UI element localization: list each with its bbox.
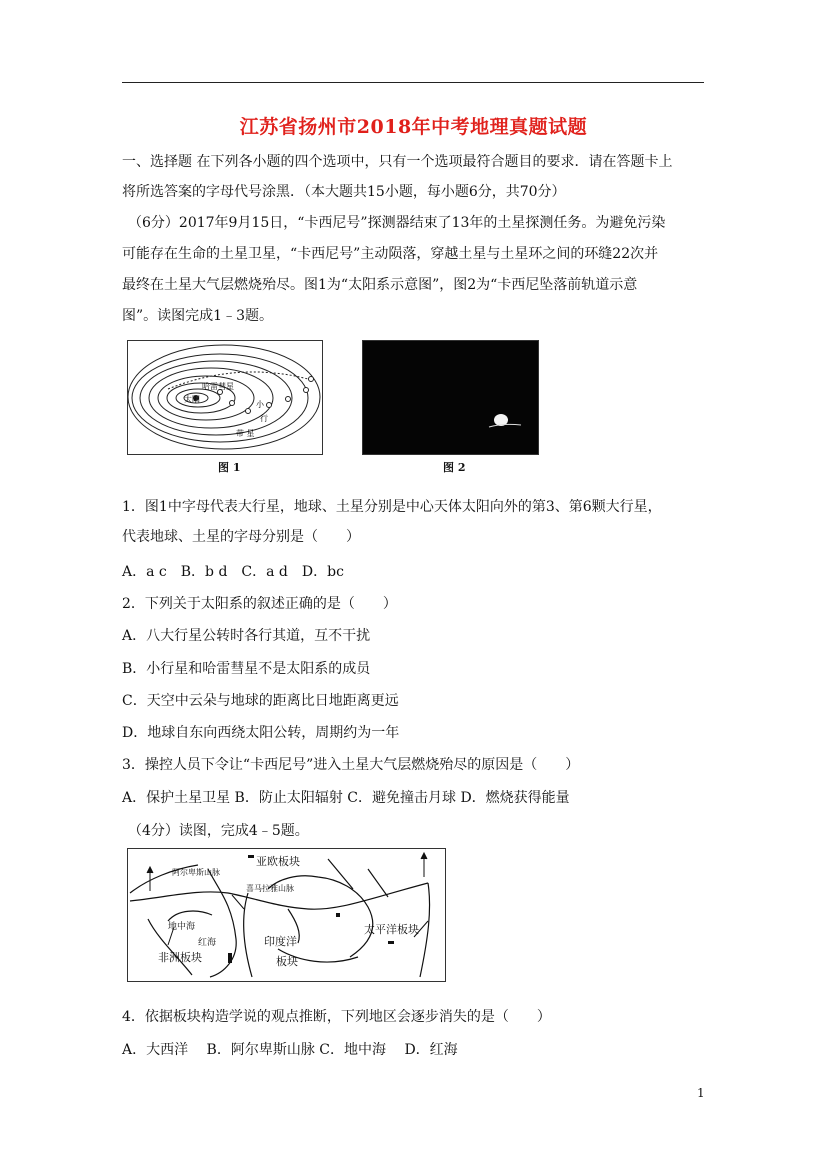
q2-option-c: C．天空中云朵与地球的距离比日地距离更远 [122,693,399,709]
figure-2-cassini-orbit [362,340,539,455]
asteroid-belt-label: 带 星 [236,429,255,438]
figure-1-caption: 图 1 [218,461,241,474]
q1-line-1: 1．图1中字母代表大行星，地球、土星分别是中心天体太阳向外的第3、第6颗大行星， [122,499,662,515]
comet-label: 哈雷彗星 [202,382,234,391]
asteroid-label-2: 行 [260,414,268,423]
page-number: 1 [697,1086,705,1100]
figure-2-caption: 图 2 [443,461,466,474]
red-sea-label: 红海 [198,938,217,948]
figure-1-solar-system [127,340,323,455]
header-rule [122,82,704,83]
q3-options: A．保护土星卫星 B．防止太阳辐射 C．避免撞击月球 D．燃烧获得能量 [122,790,570,806]
q1-options: A．a c B．b d C．a d D．bc [122,564,344,580]
passage1-line-4: 图”。读图完成1﹣3题。 [122,308,273,324]
passage1-line-2: 可能存在生命的土星卫星，“卡西尼号”主动陨落，穿越土星与土星环之间的环缝22次并 [122,246,659,262]
pacific-plate-label: 太平洋板块 [364,923,419,936]
indian-ocean-plate-label-2: 板块 [276,955,298,968]
plate-map [127,848,446,982]
q2-option-d: D．地球自东向西绕太阳公转，周期约为一年 [122,725,400,741]
mediterranean-label: 地中海 [168,922,196,932]
q2-option-b: B．小行星和哈雷彗星不是太阳系的成员 [122,661,371,677]
q3-stem: 3．操控人员下令让“卡西尼号”进入土星大气层燃烧殆尽的原因是（ ） [122,757,580,773]
passage1-line-1: （6分）2017年9月15日，“卡西尼号”探测器结束了13年的土星探测任务。为避免污染 [128,215,666,231]
african-plate-label: 非洲板块 [158,951,202,964]
intro-line-1: 一、选择题 在下列各小题的四个选项中，只有一个选项最符合题目的要求．请在答题卡上 [122,154,673,170]
page-title: 江苏省扬州市2018年中考地理真题试题 [239,116,588,138]
solar-system-diagram [128,341,322,454]
passage1-line-3: 最终在土星大气层燃烧殆尽。图1为“太阳系示意图”，图2为“卡西尼坠落前轨道示意 [122,277,638,293]
indian-ocean-plate-label-1: 印度洋 [264,935,297,948]
cassini-orbit-image [363,341,538,454]
plate-tectonics-map [128,849,444,980]
q2-stem: 2．下列关于太阳系的叙述正确的是（ ） [122,596,397,612]
eurasia-plate-label: 亚欧板块 [256,855,300,868]
q2-option-a: A．八大行星公转时各行其道，互不干扰 [122,628,371,644]
q4-options: A．大西洋 B．阿尔卑斯山脉 C．地中海 D．红海 [122,1042,458,1058]
intro-line-2: 将所选答案的字母代号涂黑．（本大题共15小题，每小题6分，共70分） [122,184,566,200]
q4-stem: 4．依据板块构造学说的观点推断，下列地区会逐步消失的是（ ） [122,1009,551,1025]
asteroid-label-1: 小 [256,400,264,409]
q1-line-2: 代表地球、土星的字母分别是（ ） [122,529,360,545]
alps-label: 阿尔卑斯山脉 [172,868,220,877]
sun-label: 太阳 [184,395,200,404]
passage2: （4分）读图，完成4﹣5题。 [128,823,309,839]
himalaya-label: 喜马拉雅山脉 [246,884,294,893]
